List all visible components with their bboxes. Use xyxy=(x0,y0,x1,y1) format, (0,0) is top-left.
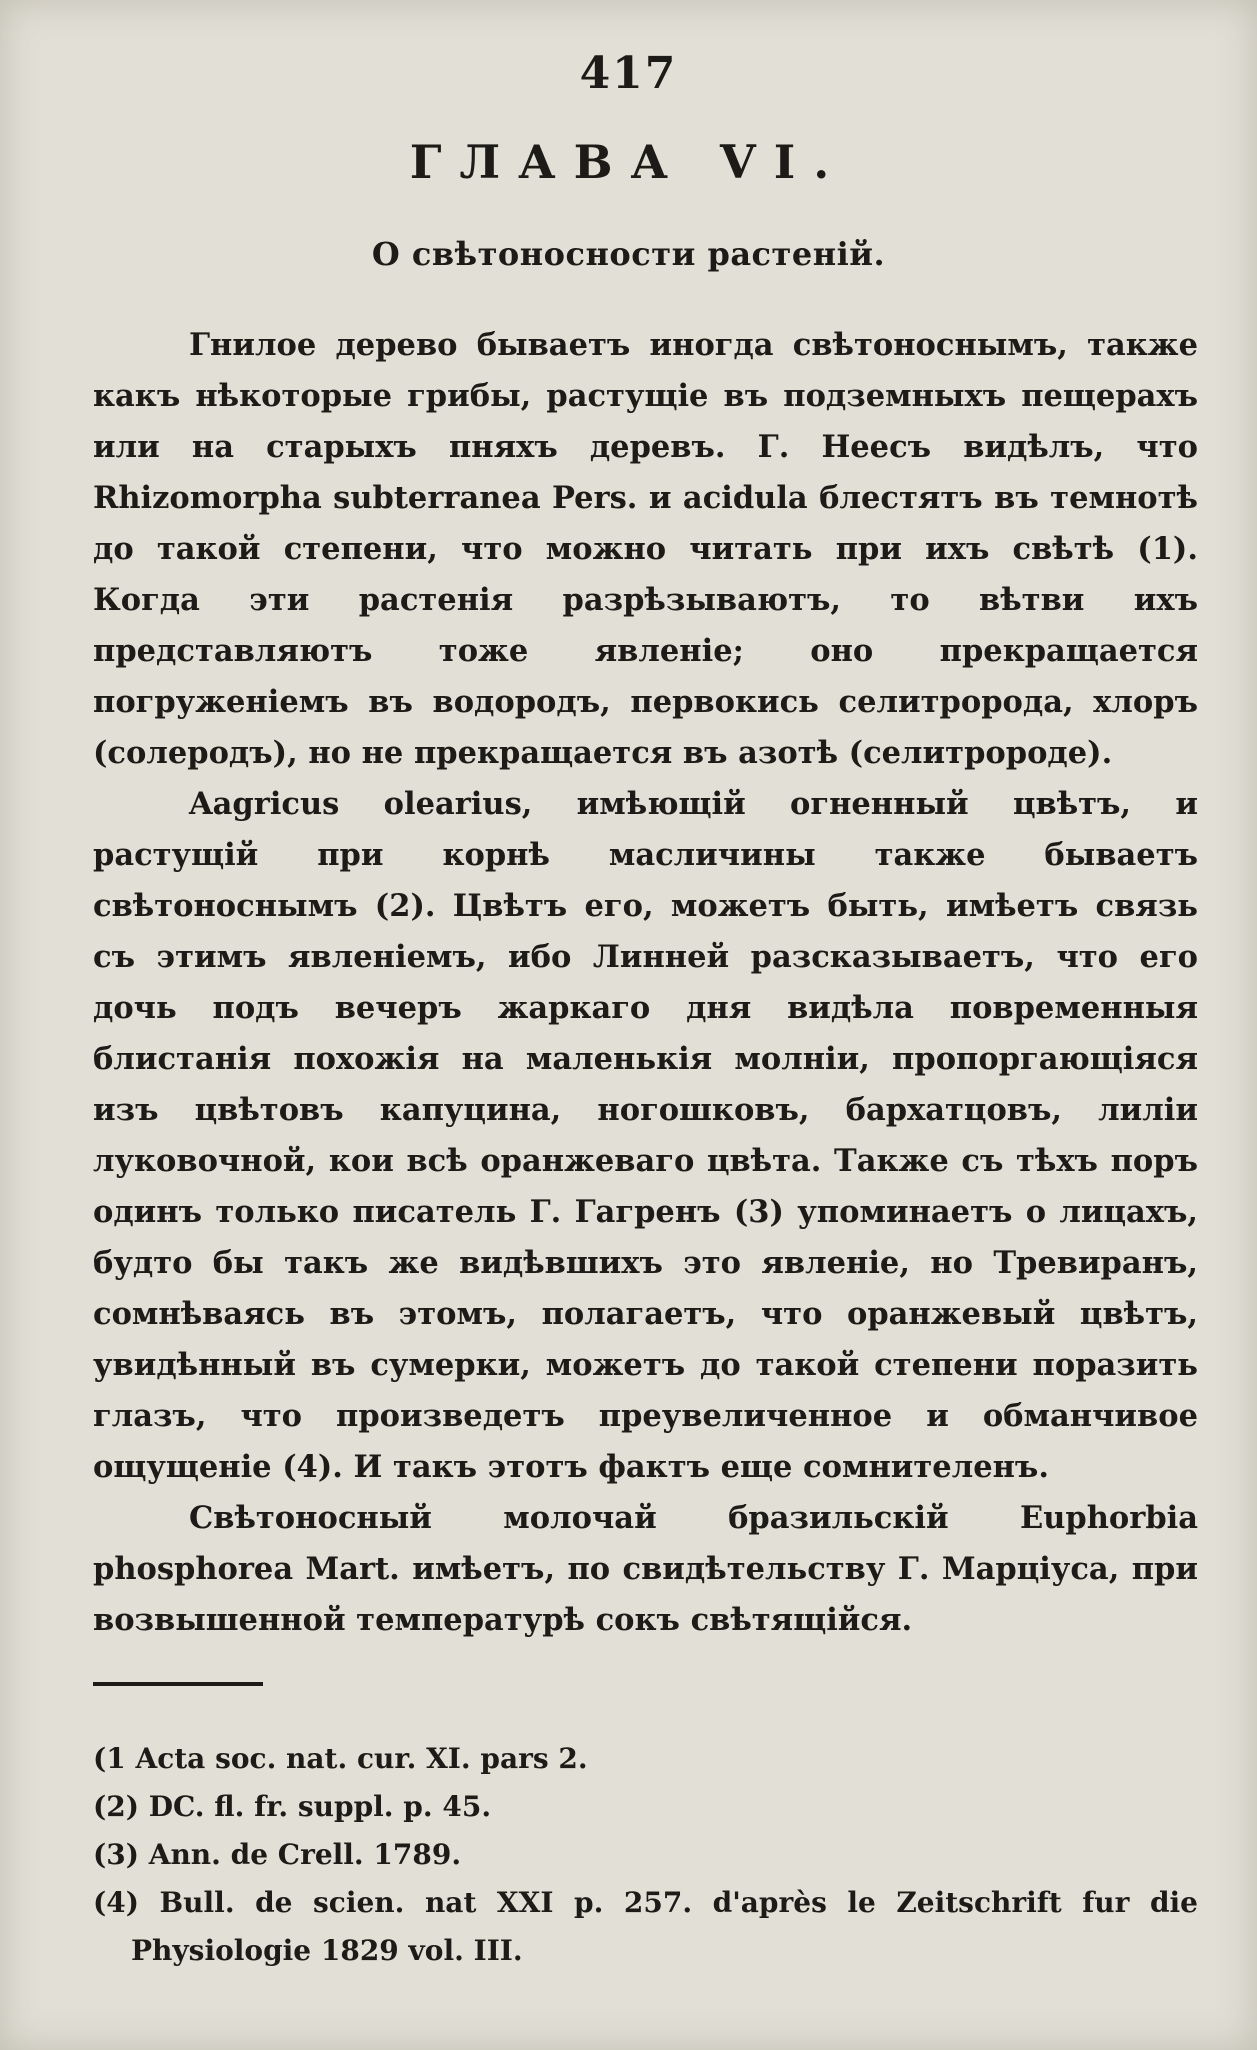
footnotes xyxy=(93,1735,1198,1975)
page-number: 417 xyxy=(579,48,678,99)
footnote: (3) Ann. de Crell. 1789. xyxy=(93,1838,462,1871)
footnote-divider xyxy=(93,1682,263,1686)
body-text xyxy=(93,320,1198,1646)
paragraph: Aagricus olearius, имѣющій огненный цвѣтъ, и растущій при корнѣ масличины также бываетъ свѣтоноснымъ (2). Цвѣтъ его, можетъ быть, имѣетъ связь съ этимъ явленіемъ, ибо Линней разсказываетъ, что его дочь подъ вечеръ жаркаго дня видѣла повременныя блистанія похожія на маленькія молніи, пропоргающіяся изъ цвѣтовъ капуцина, ногошковъ, бархатцовъ, лиліи луковочной, кои всѣ оранжеваго цвѣта. Также съ тѣхъ поръ одинъ только писатель Г. Гагренъ (3) упоминаетъ о лицахъ, будто бы такъ же видѣвшихъ это явленіе, но Тревиранъ, сомнѣваясь въ этомъ, полагаетъ, что оранжевый цвѣтъ, увидѣнный въ сумерки, можетъ до такой степени поразить глазъ, что произведетъ преувеличенное и обманчивое ощущеніе (4). И такъ этотъ фактъ еще сомнителенъ. xyxy=(93,786,1198,1485)
footnote: (4) Bull. de scien. nat XXI p. 257. d'après le Zeitschrift fur die Physiologie 1829 vol. III. xyxy=(93,1886,1198,1967)
chapter-heading: ГЛАВА VI. xyxy=(409,135,848,189)
paragraph: Гнилое дерево бываетъ иногда свѣтоноснымъ, также какъ нѣкоторые грибы, растущіе въ подземныхъ пещерахъ или на старыхъ пняхъ деревъ. Г. Неесъ видѣлъ, что Rhizomorpha subterranea Pers. и acidula блестятъ въ темнотѣ до такой степени, что можно читать при ихъ свѣтѣ (1). Когда эти растенія разрѣзываютъ, то вѣтви ихъ представляютъ тоже явленіе; оно прекращается погруженіемъ въ водородъ, первокись селитророда, хлоръ (солеродъ), но не прекращается въ азотѣ (селитророде). xyxy=(93,327,1198,771)
chapter-title: О свѣтоносности растеній. xyxy=(371,235,886,273)
footnote: (2) DC. fl. fr. suppl. p. 45. xyxy=(93,1790,492,1823)
paragraph: Свѣтоносный молочай бразильскій Euphorbia phosphorea Mart. имѣетъ, по свидѣтельству Г. Марціуса, при возвышенной температурѣ сокъ свѣтящійся. xyxy=(93,1500,1198,1638)
footnote: (1 Acta soc. nat. cur. XI. pars 2. xyxy=(93,1742,588,1775)
